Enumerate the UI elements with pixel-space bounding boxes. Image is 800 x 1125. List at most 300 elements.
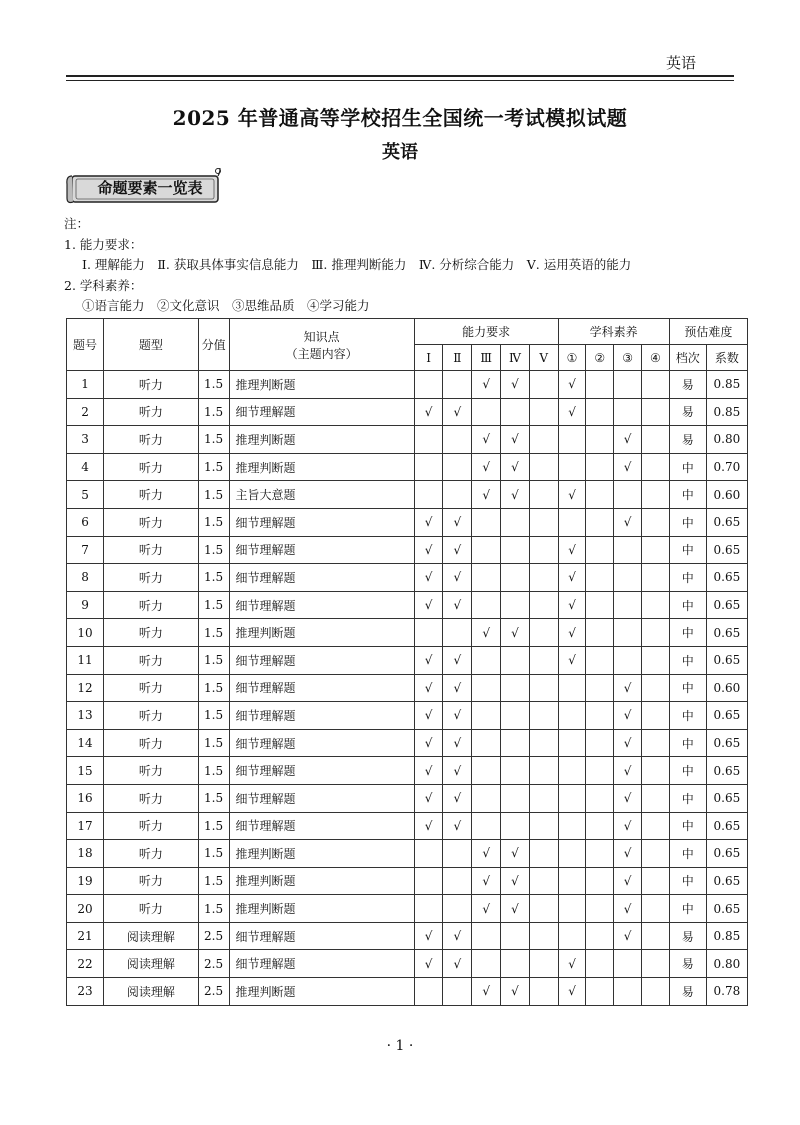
cell-topic: 推理判断题 xyxy=(229,619,414,647)
cell-ability-check: √ xyxy=(472,371,501,399)
cell-ability-check: √ xyxy=(443,702,472,730)
cell-ability-check xyxy=(443,840,472,868)
cell-literacy-check: √ xyxy=(558,536,586,564)
cell-ability-check xyxy=(443,978,472,1006)
table-row xyxy=(67,619,748,647)
cell-literacy-check: √ xyxy=(614,840,642,868)
cell-literacy-check xyxy=(586,867,614,895)
cell-type: 听力 xyxy=(104,729,199,757)
table-row xyxy=(67,481,748,509)
cell-literacy-check xyxy=(586,922,614,950)
cell-ability-check xyxy=(443,371,472,399)
cell-ability-check xyxy=(529,702,558,730)
cell-type: 听力 xyxy=(104,757,199,785)
table-row xyxy=(67,784,748,812)
cell-literacy-check xyxy=(641,895,669,923)
cell-coefficient: 0.78 xyxy=(706,978,747,1006)
cell-ability-check xyxy=(529,426,558,454)
cell-topic: 主旨大意题 xyxy=(229,481,414,509)
cell-score: 1.5 xyxy=(198,757,229,785)
cell-ability-check: √ xyxy=(443,398,472,426)
table-row xyxy=(67,536,748,564)
cell-ability-check: √ xyxy=(501,978,530,1006)
cell-literacy-check xyxy=(558,453,586,481)
header-ability-col: Ⅴ xyxy=(529,345,558,371)
cell-number: 23 xyxy=(67,978,104,1006)
cell-ability-check xyxy=(414,453,443,481)
cell-type: 听力 xyxy=(104,895,199,923)
cell-type: 听力 xyxy=(104,536,199,564)
cell-ability-check xyxy=(501,702,530,730)
header-literacy-col: ① xyxy=(558,345,586,371)
cell-score: 1.5 xyxy=(198,536,229,564)
cell-literacy-check xyxy=(558,922,586,950)
cell-coefficient: 0.65 xyxy=(706,867,747,895)
cell-level: 中 xyxy=(669,840,706,868)
cell-number: 7 xyxy=(67,536,104,564)
cell-literacy-check xyxy=(641,426,669,454)
cell-score: 1.5 xyxy=(198,508,229,536)
cell-literacy-check: √ xyxy=(614,729,642,757)
cell-topic: 细节理解题 xyxy=(229,757,414,785)
cell-number: 14 xyxy=(67,729,104,757)
cell-literacy-check xyxy=(586,453,614,481)
cell-coefficient: 0.65 xyxy=(706,895,747,923)
cell-level: 易 xyxy=(669,922,706,950)
cell-literacy-check xyxy=(641,757,669,785)
cell-number: 18 xyxy=(67,840,104,868)
cell-ability-check: √ xyxy=(472,867,501,895)
cell-topic: 推理判断题 xyxy=(229,840,414,868)
header-ability-col: Ⅱ xyxy=(443,345,472,371)
cell-ability-check xyxy=(529,895,558,923)
cell-ability-check xyxy=(529,950,558,978)
spec-table xyxy=(66,318,748,1006)
cell-ability-check: √ xyxy=(501,371,530,399)
cell-topic: 细节理解题 xyxy=(229,702,414,730)
cell-score: 1.5 xyxy=(198,674,229,702)
cell-ability-check: √ xyxy=(414,702,443,730)
cell-literacy-check: √ xyxy=(558,371,586,399)
cell-ability-check: √ xyxy=(501,867,530,895)
cell-level: 中 xyxy=(669,674,706,702)
cell-number: 4 xyxy=(67,453,104,481)
cell-ability-check xyxy=(414,426,443,454)
header-literacy-col: ② xyxy=(586,345,614,371)
header-rule-thin xyxy=(66,80,734,81)
cell-level: 中 xyxy=(669,812,706,840)
cell-literacy-check xyxy=(614,398,642,426)
cell-literacy-check: √ xyxy=(558,978,586,1006)
cell-number: 11 xyxy=(67,646,104,674)
cell-ability-check xyxy=(472,702,501,730)
cell-ability-check: √ xyxy=(472,619,501,647)
cell-level: 中 xyxy=(669,867,706,895)
cell-literacy-check xyxy=(641,950,669,978)
cell-literacy-check xyxy=(558,426,586,454)
cell-type: 听力 xyxy=(104,371,199,399)
cell-ability-check xyxy=(472,922,501,950)
cell-ability-check: √ xyxy=(443,784,472,812)
cell-number: 13 xyxy=(67,702,104,730)
cell-literacy-check: √ xyxy=(614,757,642,785)
cell-level: 中 xyxy=(669,508,706,536)
header-literacy: 学科素养 xyxy=(558,319,669,345)
cell-score: 1.5 xyxy=(198,453,229,481)
cell-level: 中 xyxy=(669,895,706,923)
cell-ability-check xyxy=(443,619,472,647)
cell-literacy-check xyxy=(641,840,669,868)
cell-ability-check xyxy=(443,895,472,923)
cell-coefficient: 0.70 xyxy=(706,453,747,481)
cell-literacy-check xyxy=(586,564,614,592)
cell-topic: 推理判断题 xyxy=(229,453,414,481)
literacy-title: 2. 学科素养： xyxy=(64,277,143,293)
cell-number: 17 xyxy=(67,812,104,840)
cell-literacy-check xyxy=(641,867,669,895)
cell-ability-check xyxy=(529,784,558,812)
cell-type: 听力 xyxy=(104,453,199,481)
cell-type: 听力 xyxy=(104,564,199,592)
cell-topic: 细节理解题 xyxy=(229,784,414,812)
cell-type: 阅读理解 xyxy=(104,922,199,950)
cell-ability-check xyxy=(472,591,501,619)
cell-literacy-check xyxy=(586,481,614,509)
cell-ability-check: √ xyxy=(501,453,530,481)
cell-score: 1.5 xyxy=(198,619,229,647)
table-row xyxy=(67,922,748,950)
cell-ability-check: √ xyxy=(501,895,530,923)
table-row xyxy=(67,812,748,840)
cell-number: 5 xyxy=(67,481,104,509)
cell-ability-check xyxy=(529,978,558,1006)
cell-ability-check: √ xyxy=(414,398,443,426)
cell-topic: 细节理解题 xyxy=(229,812,414,840)
notes-section xyxy=(64,214,631,317)
cell-coefficient: 0.65 xyxy=(706,619,747,647)
cell-ability-check xyxy=(529,922,558,950)
cell-literacy-check xyxy=(586,398,614,426)
cell-coefficient: 0.65 xyxy=(706,840,747,868)
cell-coefficient: 0.65 xyxy=(706,729,747,757)
cell-literacy-check xyxy=(586,674,614,702)
cell-level: 易 xyxy=(669,978,706,1006)
cell-ability-check xyxy=(501,784,530,812)
cell-ability-check xyxy=(501,646,530,674)
cell-score: 1.5 xyxy=(198,895,229,923)
cell-ability-check xyxy=(501,674,530,702)
cell-score: 1.5 xyxy=(198,729,229,757)
table-row xyxy=(67,371,748,399)
table-row xyxy=(67,840,748,868)
cell-coefficient: 0.65 xyxy=(706,564,747,592)
table-header xyxy=(67,319,748,371)
cell-ability-check xyxy=(529,812,558,840)
header-type: 题型 xyxy=(104,319,199,371)
cell-score: 1.5 xyxy=(198,867,229,895)
cell-score: 1.5 xyxy=(198,481,229,509)
cell-score: 1.5 xyxy=(198,646,229,674)
cell-level: 中 xyxy=(669,591,706,619)
cell-literacy-check xyxy=(558,702,586,730)
section-banner xyxy=(66,168,224,208)
cell-level: 中 xyxy=(669,564,706,592)
cell-type: 阅读理解 xyxy=(104,978,199,1006)
cell-level: 中 xyxy=(669,757,706,785)
cell-type: 听力 xyxy=(104,840,199,868)
cell-ability-check: √ xyxy=(472,895,501,923)
cell-literacy-check xyxy=(641,702,669,730)
cell-topic: 细节理解题 xyxy=(229,508,414,536)
cell-type: 听力 xyxy=(104,481,199,509)
table-row xyxy=(67,426,748,454)
cell-literacy-check: √ xyxy=(614,867,642,895)
cell-ability-check: √ xyxy=(472,978,501,1006)
cell-ability-check: √ xyxy=(472,840,501,868)
cell-type: 听力 xyxy=(104,398,199,426)
cell-coefficient: 0.65 xyxy=(706,784,747,812)
cell-literacy-check: √ xyxy=(614,922,642,950)
cell-level: 易 xyxy=(669,950,706,978)
cell-literacy-check xyxy=(614,950,642,978)
cell-score: 1.5 xyxy=(198,784,229,812)
cell-ability-check xyxy=(443,481,472,509)
cell-topic: 细节理解题 xyxy=(229,922,414,950)
cell-ability-check xyxy=(501,398,530,426)
cell-score: 1.5 xyxy=(198,812,229,840)
cell-topic: 细节理解题 xyxy=(229,950,414,978)
cell-number: 9 xyxy=(67,591,104,619)
cell-level: 中 xyxy=(669,784,706,812)
cell-ability-check xyxy=(529,481,558,509)
cell-number: 19 xyxy=(67,867,104,895)
header-topic xyxy=(229,319,414,371)
cell-literacy-check xyxy=(641,536,669,564)
ability-items: Ⅰ. 理解能力 Ⅱ. 获取具体事实信息能力 Ⅲ. 推理判断能力 Ⅳ. 分析综合能力 Ⅴ. 运用英语的能力 xyxy=(82,257,632,272)
cell-literacy-check xyxy=(641,591,669,619)
cell-ability-check: √ xyxy=(472,453,501,481)
cell-literacy-check: √ xyxy=(558,481,586,509)
cell-coefficient: 0.85 xyxy=(706,371,747,399)
cell-coefficient: 0.65 xyxy=(706,508,747,536)
literacy-items: ①语言能力 ②文化意识 ③思维品质 ④学习能力 xyxy=(82,298,370,313)
cell-literacy-check xyxy=(614,536,642,564)
cell-coefficient: 0.65 xyxy=(706,757,747,785)
banner-label: 命题要素一览表 xyxy=(97,179,203,197)
cell-literacy-check xyxy=(641,674,669,702)
header-coefficient: 系数 xyxy=(706,345,747,371)
cell-ability-check xyxy=(529,508,558,536)
cell-coefficient: 0.80 xyxy=(706,426,747,454)
table-row xyxy=(67,867,748,895)
cell-ability-check: √ xyxy=(472,481,501,509)
table-row xyxy=(67,591,748,619)
cell-type: 阅读理解 xyxy=(104,950,199,978)
cell-ability-check: √ xyxy=(443,729,472,757)
cell-topic: 推理判断题 xyxy=(229,978,414,1006)
cell-ability-check xyxy=(529,591,558,619)
cell-topic: 细节理解题 xyxy=(229,591,414,619)
table-row xyxy=(67,564,748,592)
cell-literacy-check xyxy=(586,729,614,757)
header-topic-line1: 知识点 xyxy=(303,329,340,344)
cell-literacy-check xyxy=(641,481,669,509)
cell-literacy-check xyxy=(586,536,614,564)
cell-ability-check xyxy=(472,564,501,592)
cell-score: 2.5 xyxy=(198,978,229,1006)
cell-literacy-check xyxy=(641,729,669,757)
cell-literacy-check xyxy=(586,784,614,812)
cell-ability-check: √ xyxy=(414,674,443,702)
cell-ability-check xyxy=(472,729,501,757)
cell-ability-check: √ xyxy=(414,564,443,592)
cell-level: 中 xyxy=(669,481,706,509)
cell-ability-check: √ xyxy=(501,840,530,868)
header-subject: 英语 xyxy=(665,54,696,72)
cell-ability-check xyxy=(501,812,530,840)
cell-ability-check: √ xyxy=(414,729,443,757)
table-row xyxy=(67,508,748,536)
cell-number: 1 xyxy=(67,371,104,399)
cell-literacy-check xyxy=(641,784,669,812)
cell-ability-check: √ xyxy=(501,481,530,509)
cell-ability-check xyxy=(501,564,530,592)
cell-literacy-check xyxy=(558,508,586,536)
table-row xyxy=(67,729,748,757)
page-number: · 1 · xyxy=(386,1038,414,1054)
cell-type: 听力 xyxy=(104,702,199,730)
cell-level: 易 xyxy=(669,371,706,399)
header-difficulty: 预估难度 xyxy=(669,319,747,345)
cell-number: 15 xyxy=(67,757,104,785)
cell-ability-check: √ xyxy=(443,591,472,619)
cell-ability-check xyxy=(472,757,501,785)
cell-level: 易 xyxy=(669,398,706,426)
cell-ability-check xyxy=(443,867,472,895)
cell-literacy-check xyxy=(586,812,614,840)
cell-literacy-check xyxy=(641,371,669,399)
cell-ability-check xyxy=(443,426,472,454)
document-subtitle: 英语 xyxy=(382,142,418,163)
cell-coefficient: 0.65 xyxy=(706,646,747,674)
cell-literacy-check xyxy=(558,867,586,895)
cell-ability-check xyxy=(529,674,558,702)
cell-ability-check: √ xyxy=(414,508,443,536)
cell-level: 中 xyxy=(669,702,706,730)
cell-literacy-check: √ xyxy=(614,426,642,454)
cell-number: 6 xyxy=(67,508,104,536)
cell-literacy-check xyxy=(586,371,614,399)
cell-literacy-check xyxy=(614,481,642,509)
cell-topic: 推理判断题 xyxy=(229,426,414,454)
cell-coefficient: 0.60 xyxy=(706,674,747,702)
cell-literacy-check xyxy=(614,978,642,1006)
cell-score: 2.5 xyxy=(198,950,229,978)
cell-literacy-check: √ xyxy=(558,564,586,592)
cell-literacy-check: √ xyxy=(614,895,642,923)
cell-score: 1.5 xyxy=(198,840,229,868)
document-title: 2025 年普通高等学校招生全国统一考试模拟试题 xyxy=(172,106,628,130)
cell-ability-check xyxy=(529,729,558,757)
cell-ability-check xyxy=(529,371,558,399)
table-row xyxy=(67,757,748,785)
notes-label: 注： xyxy=(64,216,90,231)
cell-score: 1.5 xyxy=(198,702,229,730)
cell-ability-check xyxy=(529,564,558,592)
cell-literacy-check xyxy=(614,371,642,399)
cell-type: 听力 xyxy=(104,646,199,674)
cell-ability-check xyxy=(472,398,501,426)
cell-number: 12 xyxy=(67,674,104,702)
cell-ability-check xyxy=(472,508,501,536)
cell-literacy-check: √ xyxy=(614,812,642,840)
cell-number: 8 xyxy=(67,564,104,592)
cell-coefficient: 0.65 xyxy=(706,591,747,619)
cell-literacy-check xyxy=(641,398,669,426)
header-level: 档次 xyxy=(669,345,706,371)
cell-number: 22 xyxy=(67,950,104,978)
cell-level: 中 xyxy=(669,729,706,757)
cell-ability-check xyxy=(414,619,443,647)
cell-ability-check: √ xyxy=(414,950,443,978)
cell-ability-check xyxy=(414,840,443,868)
cell-literacy-check xyxy=(558,674,586,702)
cell-ability-check: √ xyxy=(414,591,443,619)
cell-literacy-check xyxy=(641,812,669,840)
cell-type: 听力 xyxy=(104,812,199,840)
cell-ability-check xyxy=(529,453,558,481)
header-number: 题号 xyxy=(67,319,104,371)
cell-topic: 推理判断题 xyxy=(229,867,414,895)
cell-type: 听力 xyxy=(104,784,199,812)
cell-level: 中 xyxy=(669,536,706,564)
cell-ability-check xyxy=(501,922,530,950)
cell-literacy-check xyxy=(614,591,642,619)
cell-ability-check xyxy=(472,536,501,564)
cell-literacy-check: √ xyxy=(558,591,586,619)
cell-ability-check xyxy=(472,646,501,674)
cell-topic: 细节理解题 xyxy=(229,536,414,564)
cell-literacy-check: √ xyxy=(558,619,586,647)
cell-coefficient: 0.85 xyxy=(706,398,747,426)
cell-ability-check: √ xyxy=(414,922,443,950)
cell-literacy-check: √ xyxy=(614,784,642,812)
header-score: 分值 xyxy=(198,319,229,371)
cell-score: 2.5 xyxy=(198,922,229,950)
cell-literacy-check xyxy=(586,757,614,785)
cell-number: 21 xyxy=(67,922,104,950)
table-row xyxy=(67,895,748,923)
cell-literacy-check xyxy=(614,619,642,647)
cell-literacy-check xyxy=(586,950,614,978)
cell-literacy-check xyxy=(586,426,614,454)
cell-ability-check: √ xyxy=(472,426,501,454)
cell-ability-check xyxy=(472,784,501,812)
header-literacy-col: ④ xyxy=(641,345,669,371)
cell-literacy-check: √ xyxy=(614,702,642,730)
cell-ability-check xyxy=(529,646,558,674)
cell-literacy-check xyxy=(558,784,586,812)
cell-ability-check xyxy=(501,757,530,785)
cell-coefficient: 0.65 xyxy=(706,812,747,840)
cell-coefficient: 0.80 xyxy=(706,950,747,978)
cell-type: 听力 xyxy=(104,426,199,454)
cell-ability-check xyxy=(414,895,443,923)
cell-literacy-check xyxy=(614,646,642,674)
cell-literacy-check xyxy=(558,895,586,923)
cell-type: 听力 xyxy=(104,508,199,536)
cell-ability-check: √ xyxy=(501,426,530,454)
